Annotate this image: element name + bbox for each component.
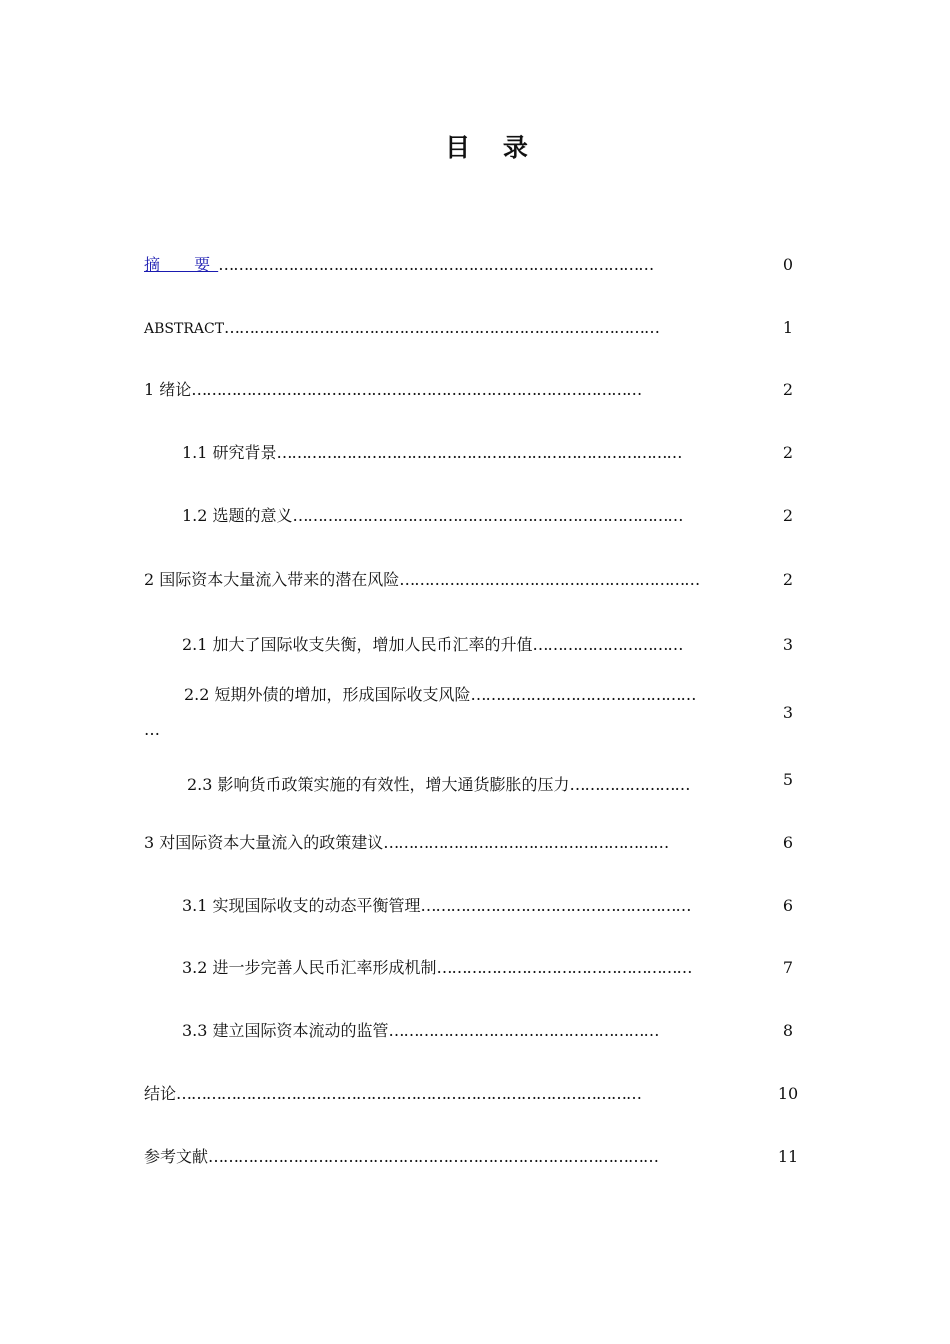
toc-label: 结论 xyxy=(144,1084,177,1103)
toc-page-number: 3 xyxy=(782,703,794,722)
toc-entry-2-2[interactable] xyxy=(184,685,696,705)
toc-label: 1.1 研究背景 xyxy=(182,443,277,462)
toc-entry-abstract-cn[interactable] xyxy=(144,255,653,275)
toc-entry-3-3[interactable] xyxy=(182,1021,659,1041)
toc-leader-dots: …………………………………………………………………………… xyxy=(218,255,654,274)
toc-entry-2-3[interactable] xyxy=(187,775,690,795)
toc-leader-dots: ……………………………………………… xyxy=(420,896,691,915)
toc-leader-dots: …………………… xyxy=(569,775,690,794)
toc-entry-1-2[interactable] xyxy=(182,506,683,526)
toc-entry-3[interactable] xyxy=(144,833,668,853)
toc-leader-dots: …………………………………………………………………… xyxy=(292,506,683,525)
toc-label: 3.3 建立国际资本流动的监管 xyxy=(182,1021,389,1040)
toc-page-number: 6 xyxy=(782,833,794,852)
toc-entry-abstract-en[interactable] xyxy=(144,318,659,339)
toc-entry-1[interactable] xyxy=(144,380,641,400)
toc-label: 3.1 实现国际收支的动态平衡管理 xyxy=(182,896,421,915)
toc-page-number: 2 xyxy=(782,443,794,462)
toc-page-number: 6 xyxy=(782,896,794,915)
toc-leader-dots: ……………………………………………………………………………… xyxy=(208,1147,659,1166)
toc-label: ABSTRACT xyxy=(144,321,225,337)
toc-page-number: 1 xyxy=(782,318,794,337)
toc-leader-dots: ……………………………………………… xyxy=(388,1021,659,1040)
toc-label: 1 绪论 xyxy=(144,380,192,399)
page-title: 目 录 xyxy=(445,133,540,162)
toc-entry-3-1[interactable] xyxy=(182,896,691,916)
toc-leader-dots: …………………………………………………………………………… xyxy=(224,318,660,337)
toc-label: 2.3 影响货币政策实施的有效性，增大通货膨胀的压力 xyxy=(187,775,570,794)
toc-page-number: 5 xyxy=(782,770,794,789)
toc-leader-dots: …………………………………………………… xyxy=(399,570,700,589)
toc-leader-dots: ………………………………………………………………………………… xyxy=(176,1084,642,1103)
toc-page-number: 11 xyxy=(777,1147,799,1166)
toc-entry-2[interactable] xyxy=(144,570,699,590)
toc-page-number: 2 xyxy=(782,570,794,589)
toc-label: 3 对国际资本大量流入的政策建议 xyxy=(144,833,384,852)
toc-label: 3.2 进一步完善人民币汇率形成机制 xyxy=(182,958,437,977)
toc-leader-dots: ………………………… xyxy=(532,635,683,654)
toc-label: 1.2 选题的意义 xyxy=(182,506,293,525)
toc-page-number: 2 xyxy=(782,506,794,525)
toc-entry-2-2-wrap xyxy=(144,720,159,740)
toc-page-number: 10 xyxy=(777,1084,799,1103)
toc-label: 参考文献 xyxy=(144,1147,209,1166)
toc-page-number: 0 xyxy=(782,255,794,274)
toc-leader-dots: …………………………………………… xyxy=(436,958,692,977)
toc-leader-dots: ………………………………………………… xyxy=(383,833,669,852)
toc-entry-2-1[interactable] xyxy=(182,635,683,655)
toc-page-number: 3 xyxy=(782,635,794,654)
toc-leader-dots: ……………………………………………………………………… xyxy=(276,443,682,462)
toc-entry-references[interactable] xyxy=(144,1147,658,1167)
toc-label: 2 国际资本大量流入带来的潜在风险 xyxy=(144,570,400,589)
toc-entry-3-2[interactable] xyxy=(182,958,692,978)
toc-label: 2.2 短期外债的增加，形成国际收支风险 xyxy=(184,685,471,704)
toc-link-abstract-cn[interactable] xyxy=(144,255,218,274)
toc-entry-conclusion[interactable] xyxy=(144,1084,641,1104)
toc-entry-1-1[interactable] xyxy=(182,443,682,463)
toc-page-number: 8 xyxy=(782,1021,794,1040)
toc-page-number: 7 xyxy=(782,958,794,977)
toc-label[interactable]: 摘 要 xyxy=(144,255,219,274)
toc-leader-dots: … xyxy=(144,720,159,739)
toc-page-number: 2 xyxy=(782,380,794,399)
toc-leader-dots: ……………………………………………………………………………… xyxy=(191,380,642,399)
toc-label: 2.1 加大了国际收支失衡，增加人民币汇率的升值 xyxy=(182,635,533,654)
toc-leader-dots: ……………………………………… xyxy=(470,685,696,704)
